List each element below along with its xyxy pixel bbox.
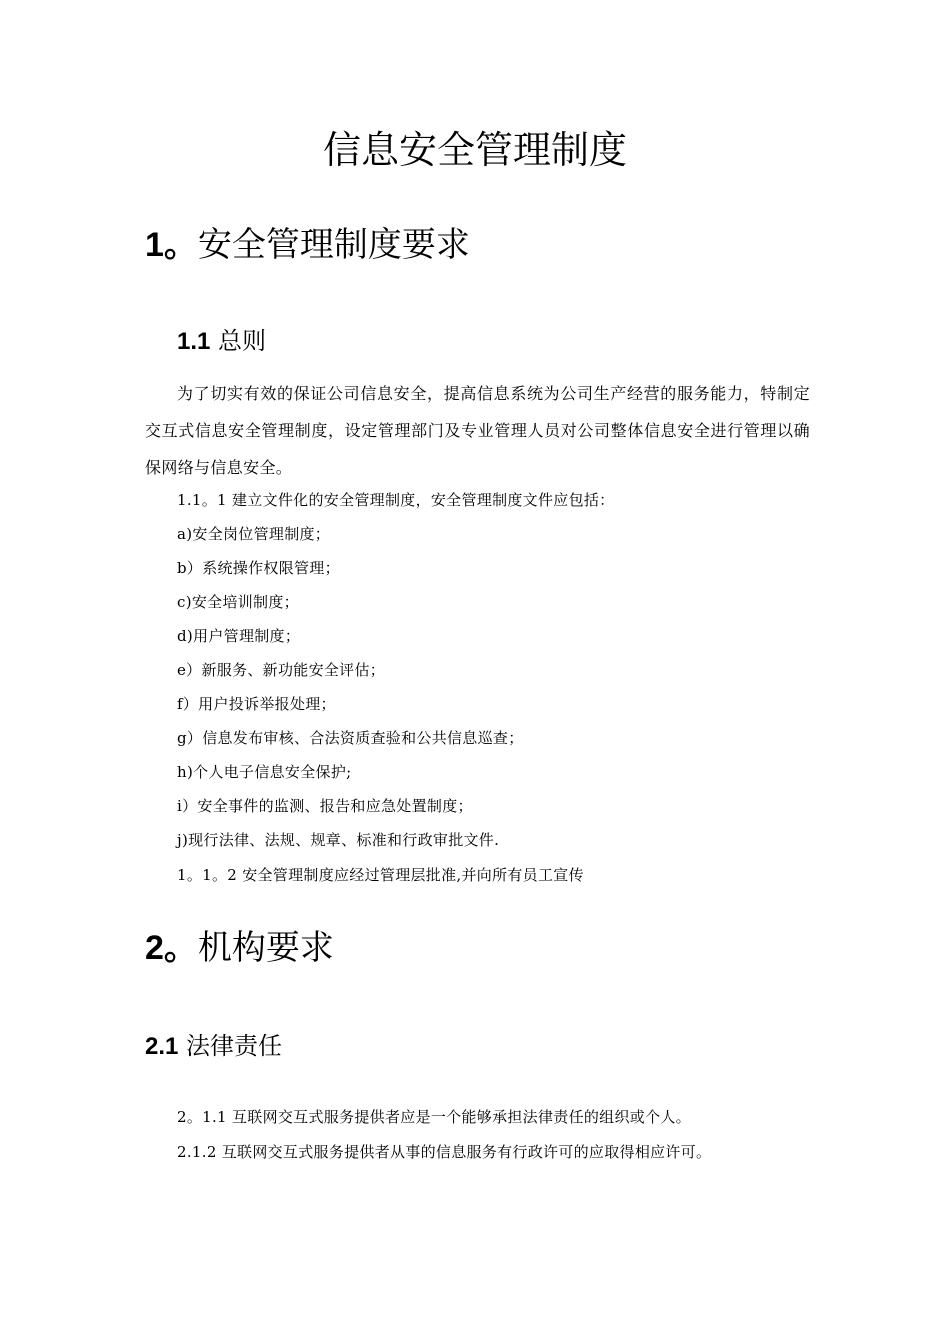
subsection-2-1-title: 法律责任	[186, 1032, 283, 1060]
list-item: 1.1。1 建立文件化的安全管理制度，安全管理制度文件应包括：	[177, 491, 615, 509]
section-1-number: 1。	[145, 226, 198, 264]
subsection-1-1-number: 1.1	[177, 328, 211, 355]
list-item: d)用户管理制度；	[177, 627, 301, 645]
list-item: b）系统操作权限管理；	[177, 559, 340, 577]
list-item: 2.1.2 互联网交互式服务提供者从事的信息服务有行政许可的应取得相应许可。	[177, 1143, 712, 1161]
section-2-number: 2。	[145, 929, 198, 967]
list-item: e）新服务、新功能安全评估；	[177, 661, 386, 679]
list-item: f）用户投诉举报处理；	[177, 695, 336, 713]
list-item: h)个人电子信息安全保护;	[177, 763, 352, 781]
section-2-heading	[145, 925, 334, 971]
section-1-heading	[145, 222, 470, 268]
subsection-2-1-heading	[145, 1030, 282, 1063]
section-2-title: 机构要求	[197, 928, 334, 968]
list-item: c)安全培训制度；	[177, 593, 299, 611]
document-title: 信息安全管理制度	[322, 128, 627, 172]
list-item: 2。1.1 互联网交互式服务提供者应是一个能够承担法律责任的组织或个人。	[177, 1108, 691, 1126]
list-item: a)安全岗位管理制度；	[177, 525, 331, 543]
section-1-title: 安全管理制度要求	[197, 225, 470, 265]
subsection-1-1-title: 总则	[218, 327, 267, 355]
list-item: i）安全事件的监测、报告和应急处置制度；	[177, 797, 473, 815]
list-item: 1。1。2 安全管理制度应经过管理层批准,并向所有员工宣传	[177, 866, 584, 884]
list-item: g）信息发布审核、合法资质查验和公共信息巡查；	[177, 729, 524, 747]
subsection-1-1-heading	[177, 325, 266, 358]
subsection-1-1-paragraph: 为了切实有效的保证公司信息安全，提高信息系统为公司生产经营的服务能力，特制定交互式信息安全管理制度，设定管理部门及专业管理人员对公司整体信息安全进行管理以确保网络与信息安全。	[145, 384, 810, 477]
subsection-2-1-number: 2.1	[145, 1033, 179, 1060]
list-item: j)现行法律、法规、规章、标准和行政审批文件.	[177, 831, 500, 849]
